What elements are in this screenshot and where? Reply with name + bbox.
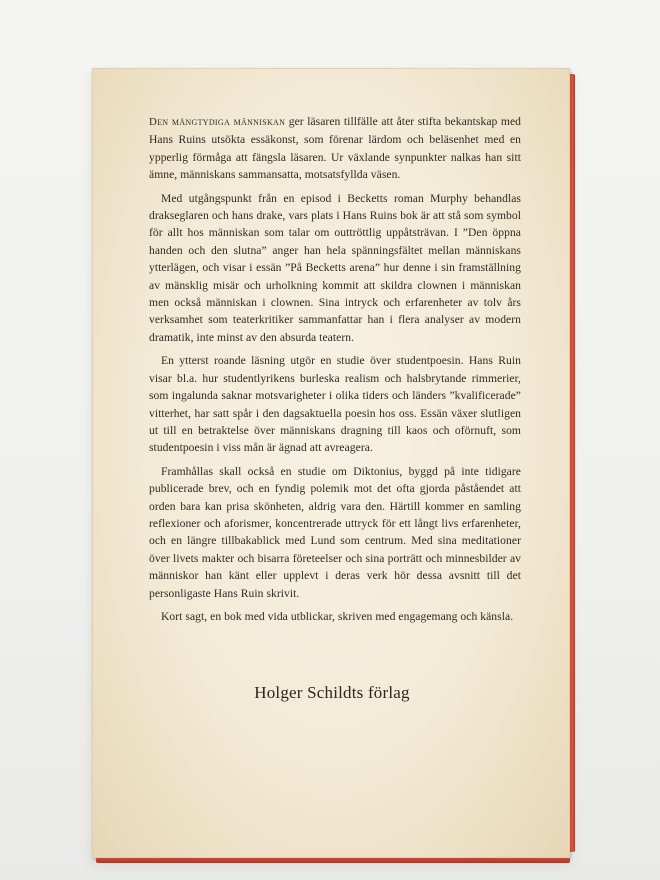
book-title-lead: Den mångtydiga människan	[149, 116, 286, 128]
blurb-paragraph-5: Kort sagt, en bok med vida utblickar, skriven med engagemang och känsla.	[161, 609, 514, 623]
blurb-intro-text: ger läsaren tillfälle att åter stifta bekantskap med Hans Ruins utsökta essäkonst, som förenar lärdom och beläsenhet med en ypperlig förmåga att fängsla läsaren. Ur växlande synpunkter nalkas han sitt ämne, människans sammansatta, motsatsfyllda väsen.	[149, 115, 521, 182]
blurb-paragraph-3: En ytterst roande läsning utgör en studie över studentpoesin. Hans Ruin visar bl.a. hur studentlyrikens burleska realism och halsbrytande rimmerier, som ingalunda saknar motsvarigheter i olika tiders och länders ”kvalificerade” vitterhet, har satt spår i den dagsaktuella poesin hos oss. Essän växer slutligen ut till en betraktelse över människans dragning till kaos och oförnuft, som studentpoesin i viss mån är ägnad att avreagera.	[149, 354, 521, 455]
book	[92, 68, 570, 858]
blurb-paragraph-1	[149, 113, 521, 184]
blurb-paragraph-2: Med utgångspunkt från en episod i Becketts roman Murphy behandlas drakseglaren och hans drake, vars plats i Hans Ruins bok är att stå som symbol för allt hos människan som talar om outtröttlig uppåtsträvan. I ”Den öppna handen och den slutna” anger han hela spänningsfältet mellan människans ytterlägen, och visar i essän ”På Becketts arena” hur denne i sin framställning av mänsklig misär och urholkning kommit att skildra clownen i människan men också människan i clownen. Sina intryck och erfarenheter av tolv års verksamhet som teaterkritiker sammanfattar han i flera analyser av modern dramatik, inte minst av den absurda teatern.	[149, 191, 521, 344]
back-cover	[92, 68, 570, 858]
publisher-name: Holger Schildts förlag	[254, 683, 410, 702]
blurb-paragraph-4: Framhållas skall också en studie om Diktonius, byggd på inte tidigare publicerade brev, och en fyndig polemik mot det ofta gjorda påståendet att orden bara kan prisa skönheten, aldrig vara den. Härtill kommer en samling reflexioner och aforismer, koncentrerade uttryck för ett långt livs erfarenheter, och en längre tillbakablick med Lund som centrum. Med sina meditationer över livets makter och bisarra företeelser och sina porträtt och minnesbilder av människor han känt eller upplevt i deras verk hör dessa avsnitt till det personligaste Hans Ruin skrivit.	[149, 464, 521, 600]
blurb-text	[149, 113, 521, 631]
